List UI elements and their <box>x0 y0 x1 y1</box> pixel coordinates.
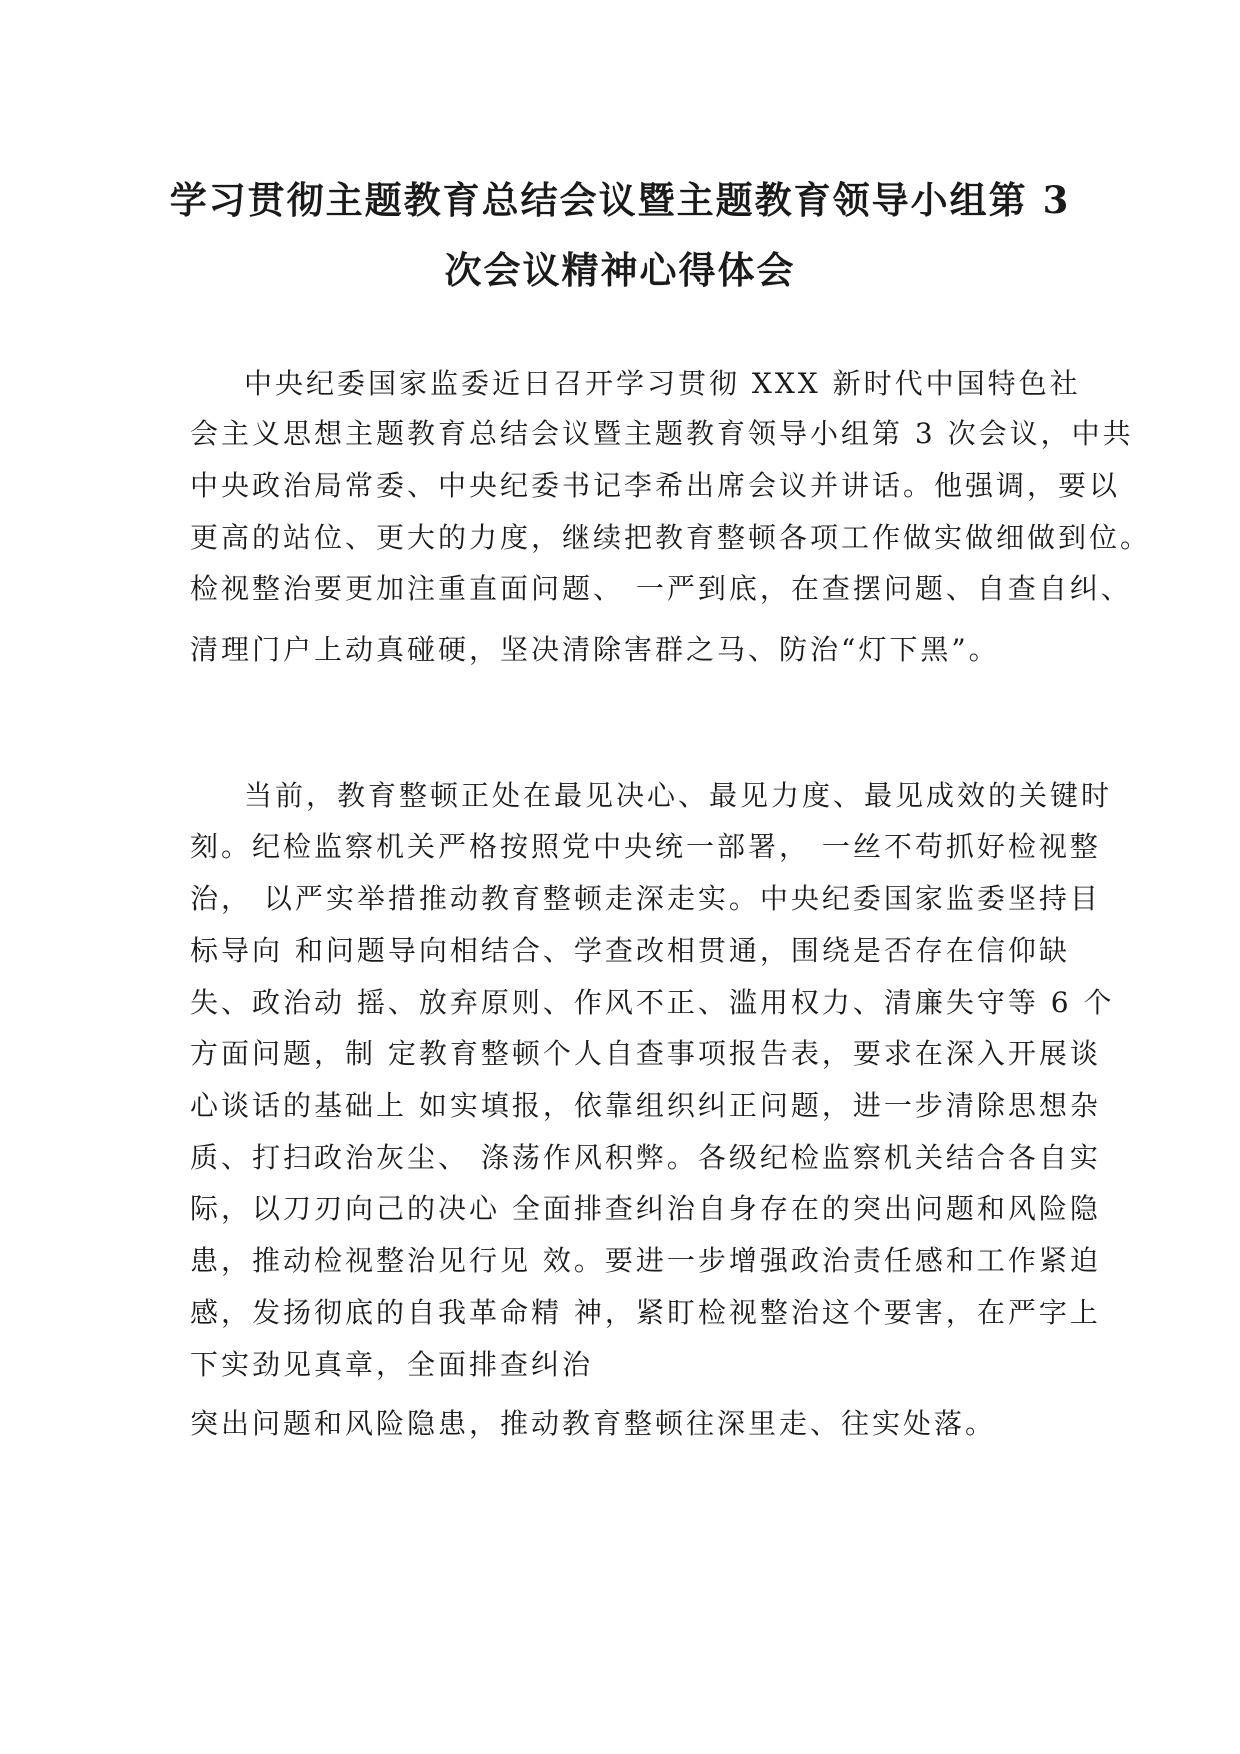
title-line-1: 学习贯彻主题教育总结会议暨主题教育领导小组第 3 <box>169 178 1071 222</box>
paragraph-line: 治， 以严实举措推动教育整顿走深走实。中央纪委国家监委坚持目 <box>190 882 1101 915</box>
paragraph-line: 下实劲见真章，全面排查纠治 <box>190 1348 594 1381</box>
paragraph-line: 中央纪委国家监委近日召开学习贯彻 XXX 新时代中国特色社 <box>244 367 1081 400</box>
paragraph-line: 当前，教育整顿正处在最见决心、最见力度、最见成效的关键时 <box>244 779 1113 812</box>
paragraph-line: 中央政治局常委、中央纪委书记李希出席会议并讲话。他强调，要以 <box>190 469 1121 502</box>
paragraph-line: 患，推动检视整治见行见 效。要进一步增强政治责任感和工作紧迫 <box>190 1244 1101 1277</box>
paragraph-line: 质、打扫政治灰尘、 涤荡作风积弊。各级纪检监察机关结合各自实 <box>190 1141 1101 1174</box>
paragraph-line: 更高的站位、更大的力度，继续把教育整顿各项工作做实做细做到位。 <box>190 521 1152 554</box>
title-line-2: 次会议精神心得体会 <box>444 248 796 292</box>
paragraph-line: 心谈话的基础上 如实填报，依靠组织纠正问题，进一步清除思想杂 <box>190 1089 1101 1122</box>
paragraph-line: 失、政治动 摇、放弃原则、作风不正、滥用权力、清廉失守等 6 个 <box>190 986 1115 1019</box>
paragraph-line: 检视整治要更加注重直面问题、 一严到底，在查摆问题、自查自纠、 <box>190 572 1132 605</box>
paragraph-line: 标导向 和问题导向相结合、学查改相贯通，围绕是否存在信仰缺 <box>190 934 1070 967</box>
paragraph-line: 刻。纪检监察机关严格按照党中央统一部署， 一丝不苟抓好检视整 <box>190 830 1101 863</box>
paragraph-line: 突出问题和风险隐患，推动教育整顿往深里走、往实处落。 <box>190 1407 997 1440</box>
paragraph-line: 际，以刀刃向己的决心 全面排查纠治自身存在的突出问题和风险隐 <box>190 1192 1101 1225</box>
paragraph-line: 感，发扬彻底的自我革命精 神，紧盯检视整治这个要害，在严字上 <box>190 1296 1101 1329</box>
paragraph-line: 方面问题，制 定教育整顿个人自查事项报告表，要求在深入开展谈 <box>190 1037 1101 1070</box>
paragraph-line: 会主义思想主题教育总结会议暨主题教育领导小组第 3 次会议，中共 <box>190 417 1134 450</box>
paragraph-line: 清理门户上动真碰硬，坚决清除害群之马、防治“灯下黑”。 <box>190 633 1000 666</box>
